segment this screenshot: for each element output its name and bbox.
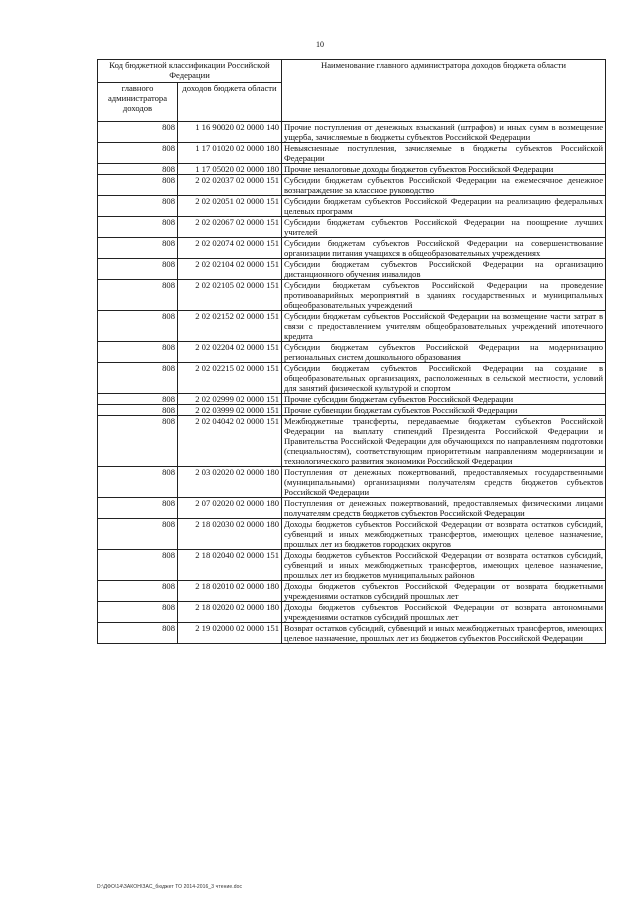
revenue-code-cell: 2 18 02040 02 0000 151 [178,550,282,581]
table-row [98,602,606,623]
revenue-code-cell: 1 17 01020 02 0000 180 [178,143,282,164]
admin-code-cell: 808 [98,238,178,259]
revenue-code-cell: 2 02 02074 02 0000 151 [178,238,282,259]
admin-code-cell: 808 [98,602,178,623]
table-row [98,498,606,519]
table-row [98,342,606,363]
revenue-name-cell: Субсидии бюджетам субъектов Российской Федерации на совершенствование организации питания учащихся в общеобразовательных учреждениях [282,238,606,259]
table-body [98,122,606,644]
code-group-header: Код бюджетной классификации Российской Федерации [98,60,282,83]
admin-code-cell: 808 [98,122,178,143]
revenue-code-cell: 2 02 02067 02 0000 151 [178,217,282,238]
revenue-name-cell: Прочие неналоговые доходы бюджетов субъектов Российской Федерации [282,164,606,175]
revenue-code-cell: 2 18 02020 02 0000 180 [178,602,282,623]
admin-code-cell: 808 [98,405,178,416]
admin-code-cell: 808 [98,280,178,311]
admin-code-cell: 808 [98,175,178,196]
table-header-row [98,60,606,83]
revenue-code-cell: 2 03 02020 02 0000 180 [178,467,282,498]
revenue-name-cell: Межбюджетные трансферты, передаваемые бюджетам субъектов Российской Федерации на выплату стипендий Президента Российской Федерации и Правительства Российской Федерации для обучающихся по направлениям подготовки (специальностям), соответствующим приоритетным направлениям модернизации и технологического развития экономики Российской Федерации [282,416,606,467]
table-row [98,519,606,550]
revenue-column-header: доходов бюджета области [178,83,282,122]
admin-code-cell: 808 [98,363,178,394]
table-row [98,363,606,394]
revenue-name-cell: Невыясненные поступления, зачисляемые в бюджеты субъектов Российской Федерации [282,143,606,164]
admin-code-cell: 808 [98,623,178,644]
revenue-code-cell: 1 16 90020 02 0000 140 [178,122,282,143]
admin-code-cell: 808 [98,196,178,217]
admin-code-cell: 808 [98,217,178,238]
revenue-code-cell: 2 02 02999 02 0000 151 [178,394,282,405]
admin-code-cell: 808 [98,550,178,581]
table-row [98,394,606,405]
revenue-name-cell: Прочие субсидии бюджетам субъектов Российской Федерации [282,394,606,405]
table-row [98,122,606,143]
revenue-name-cell: Поступления от денежных пожертвований, предоставляемых физическими лицами получателям средств бюджетов субъектов Российской Федерации [282,498,606,519]
revenue-name-cell: Прочие поступления от денежных взысканий (штрафов) и иных сумм в возмещение ущерба, зачисляемые в бюджеты субъектов Российской Федерации [282,122,606,143]
admin-code-cell: 808 [98,394,178,405]
table-row [98,416,606,467]
admin-code-cell: 808 [98,164,178,175]
revenue-name-cell: Доходы бюджетов субъектов Российской Федерации от возврата бюджетными учреждениями остатков субсидий прошлых лет [282,581,606,602]
table-row [98,280,606,311]
revenue-code-cell: 2 02 02104 02 0000 151 [178,259,282,280]
page-number: 10 [316,40,324,49]
admin-code-cell: 808 [98,311,178,342]
revenue-name-cell: Поступления от денежных пожертвований, предоставляемых государственными (муниципальными) организациями получателям средств бюджетов субъектов Российской Федерации [282,467,606,498]
revenue-name-cell: Субсидии бюджетам субъектов Российской Федерации на поощрение лучших учителей [282,217,606,238]
table-row [98,217,606,238]
file-path-footer: D:\ДФО\14\ЗАКОН\ЗАС_бюджет ТО 2014-2016_3 чтение.doc [97,884,243,890]
admin-code-cell: 808 [98,143,178,164]
table-row [98,581,606,602]
table-row [98,550,606,581]
name-column-header: Наименование главного администратора доходов бюджета области [282,60,606,122]
table-row [98,164,606,175]
revenue-name-cell: Возврат остатков субсидий, субвенций и иных межбюджетных трансфертов, имеющих целевое назначение, прошлых лет из бюджетов субъектов Российской Федерации [282,623,606,644]
revenue-name-cell: Субсидии бюджетам субъектов Российской Федерации на организацию дистанционного обучения инвалидов [282,259,606,280]
revenue-code-cell: 2 02 02204 02 0000 151 [178,342,282,363]
revenue-code-cell: 2 02 02037 02 0000 151 [178,175,282,196]
admin-column-header: главного администратора доходов [98,83,178,122]
budget-classification-table [97,59,606,644]
table-row [98,196,606,217]
revenue-code-cell: 2 18 02010 02 0000 180 [178,581,282,602]
revenue-name-cell: Прочие субвенции бюджетам субъектов Российской Федерации [282,405,606,416]
table-row [98,238,606,259]
revenue-code-cell: 2 18 02030 02 0000 180 [178,519,282,550]
revenue-name-cell: Субсидии бюджетам субъектов Российской Федерации на проведение противоаварийных мероприятий в зданиях государственных и муниципальных общеобразовательных учреждений [282,280,606,311]
revenue-code-cell: 2 02 03999 02 0000 151 [178,405,282,416]
revenue-code-cell: 2 02 02152 02 0000 151 [178,311,282,342]
revenue-name-cell: Субсидии бюджетам субъектов Российской Федерации на реализацию федеральных целевых программ [282,196,606,217]
admin-code-cell: 808 [98,259,178,280]
revenue-code-cell: 2 02 04042 02 0000 151 [178,416,282,467]
revenue-code-cell: 2 19 02000 02 0000 151 [178,623,282,644]
admin-code-cell: 808 [98,467,178,498]
revenue-name-cell: Субсидии бюджетам субъектов Российской Федерации на возмещение части затрат в связи с предоставлением учителям общеобразовательных учреждений ипотечного кредита [282,311,606,342]
revenue-code-cell: 2 02 02105 02 0000 151 [178,280,282,311]
admin-code-cell: 808 [98,498,178,519]
table-row [98,311,606,342]
revenue-name-cell: Доходы бюджетов субъектов Российской Федерации от возврата остатков субсидий, субвенций и иных межбюджетных трансфертов, имеющих целевое назначение, прошлых лет из бюджетов муниципальных районов [282,550,606,581]
revenue-name-cell: Субсидии бюджетам субъектов Российской Федерации на создание в общеобразовательных организациях, расположенных в сельской местности, условий для занятий физической культурой и спортом [282,363,606,394]
revenue-name-cell: Субсидии бюджетам субъектов Российской Федерации на ежемесячное денежное вознаграждение за классное руководство [282,175,606,196]
table-row [98,259,606,280]
table-row [98,405,606,416]
table-row [98,467,606,498]
table-row [98,623,606,644]
revenue-code-cell: 2 02 02051 02 0000 151 [178,196,282,217]
revenue-code-cell: 2 02 02215 02 0000 151 [178,363,282,394]
admin-code-cell: 808 [98,416,178,467]
revenue-code-cell: 1 17 05020 02 0000 180 [178,164,282,175]
revenue-name-cell: Субсидии бюджетам субъектов Российской Федерации на модернизацию региональных систем дошкольного образования [282,342,606,363]
table-row [98,143,606,164]
revenue-name-cell: Доходы бюджетов субъектов Российской Федерации от возврата остатков субсидий, субвенций и иных межбюджетных трансфертов, имеющих целевое назначение, прошлых лет из бюджетов городских округов [282,519,606,550]
admin-code-cell: 808 [98,519,178,550]
table-row [98,175,606,196]
admin-code-cell: 808 [98,581,178,602]
admin-code-cell: 808 [98,342,178,363]
revenue-code-cell: 2 07 02020 02 0000 180 [178,498,282,519]
revenue-name-cell: Доходы бюджетов субъектов Российской Федерации от возврата автономными учреждениями остатков субсидий прошлых лет [282,602,606,623]
